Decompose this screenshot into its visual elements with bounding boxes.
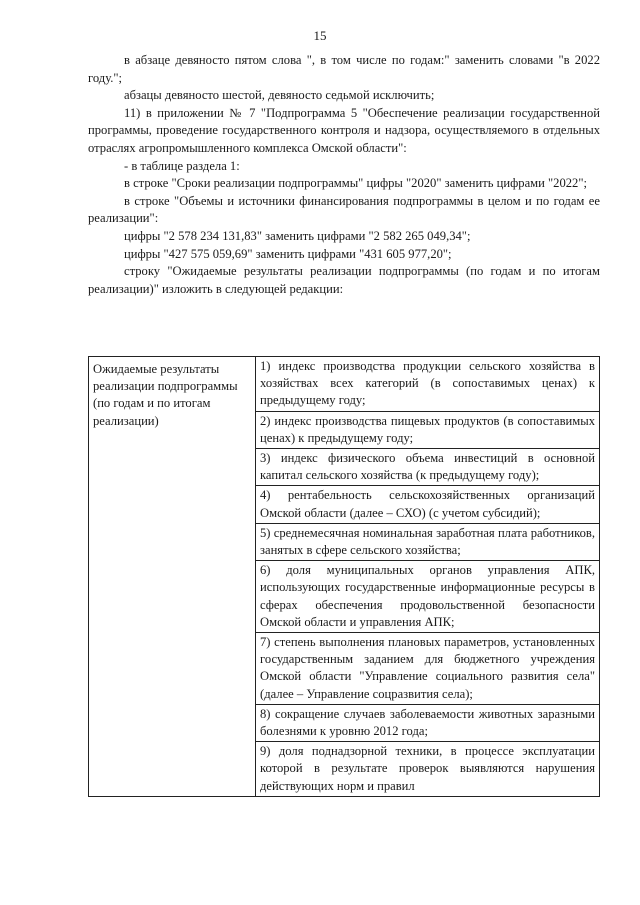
document-body — [88, 52, 600, 298]
paragraph-figure-change-1: цифры "2 578 234 131,83" заменить цифрами "2 582 265 049,34"; — [124, 228, 471, 243]
paragraph-terms-row: в строке "Сроки реализации подпрограммы" цифры "2020" заменить цифрами "2022"; — [124, 176, 587, 191]
table-row — [89, 357, 600, 797]
list-item: 4) рентабельность сельскохозяйственных организаций Омской области (далее – СХО) (с учетом субсидий); — [256, 486, 599, 523]
paragraph-expected-results: строку "Ожидаемые результаты реализации подпрограммы (по годам и по итогам реализации)" изложить в следующей редакции: — [88, 264, 600, 296]
paragraph-appendix-7: 11) в приложении № 7 "Подпрограмма 5 "Обеспечение реализации государственной программы, проведение государственного контроля и надзора, осуществляемого в отдельных отраслях агропромышленного комплекса Омской области": — [88, 105, 600, 155]
expected-results-table — [88, 356, 600, 797]
table-right-cell — [256, 357, 600, 797]
table-left-cell: Ожидаемые результаты реализации подпрограммы (по годам и по итогам реализации) — [89, 357, 256, 797]
list-item: 7) степень выполнения плановых параметров, установленных государственным заданием для бюджетного учреждения Омской области "Управление социального развития села" (далее – Управление соцразвития села); — [256, 633, 599, 705]
list-item: 1) индекс производства продукции сельского хозяйства в хозяйствах всех категорий (в сопоставимых ценах) к предыдущему году; — [256, 357, 599, 412]
list-item: 9) доля поднадзорной техники, в процессе эксплуатации которой в результате проверок выявляются нарушения действующих норм и правил — [260, 744, 595, 793]
paragraph-funding-row: в строке "Объемы и источники финансирования подпрограммы в целом и по годам ее реализации": — [88, 193, 600, 226]
paragraph-96-97-removal: абзацы девяносто шестой, девяносто седьмой исключить; — [124, 88, 435, 103]
page-number: 15 — [313, 28, 327, 43]
list-item: 5) среднемесячная номинальная заработная плата работников, занятых в сфере сельского хозяйства; — [256, 524, 599, 561]
paragraph-table-section-1: - в таблице раздела 1: — [124, 158, 240, 173]
list-item: 6) доля муниципальных органов управления АПК, использующих государственные информационные ресурсы в сферах обеспечения продовольственной безопасности Омской области и управления АПК; — [256, 561, 599, 633]
list-item: 2) индекс производства пищевых продуктов (в сопоставимых ценах) к предыдущему году; — [256, 412, 599, 449]
list-item: 8) сокращение случаев заболеваемости животных заразными болезнями к уровню 2012 года; — [256, 705, 599, 742]
paragraph-95-change: в абзаце девяносто пятом слова ", в том числе по годам:" заменить словами "в 2022 году."; — [88, 53, 600, 85]
list-item: 3) индекс физического объема инвестиций в основной капитал сельского хозяйства (к предыдущему году); — [256, 449, 599, 486]
paragraph-figure-change-2: цифры "427 575 059,69" заменить цифрами "431 605 977,20"; — [124, 246, 452, 261]
